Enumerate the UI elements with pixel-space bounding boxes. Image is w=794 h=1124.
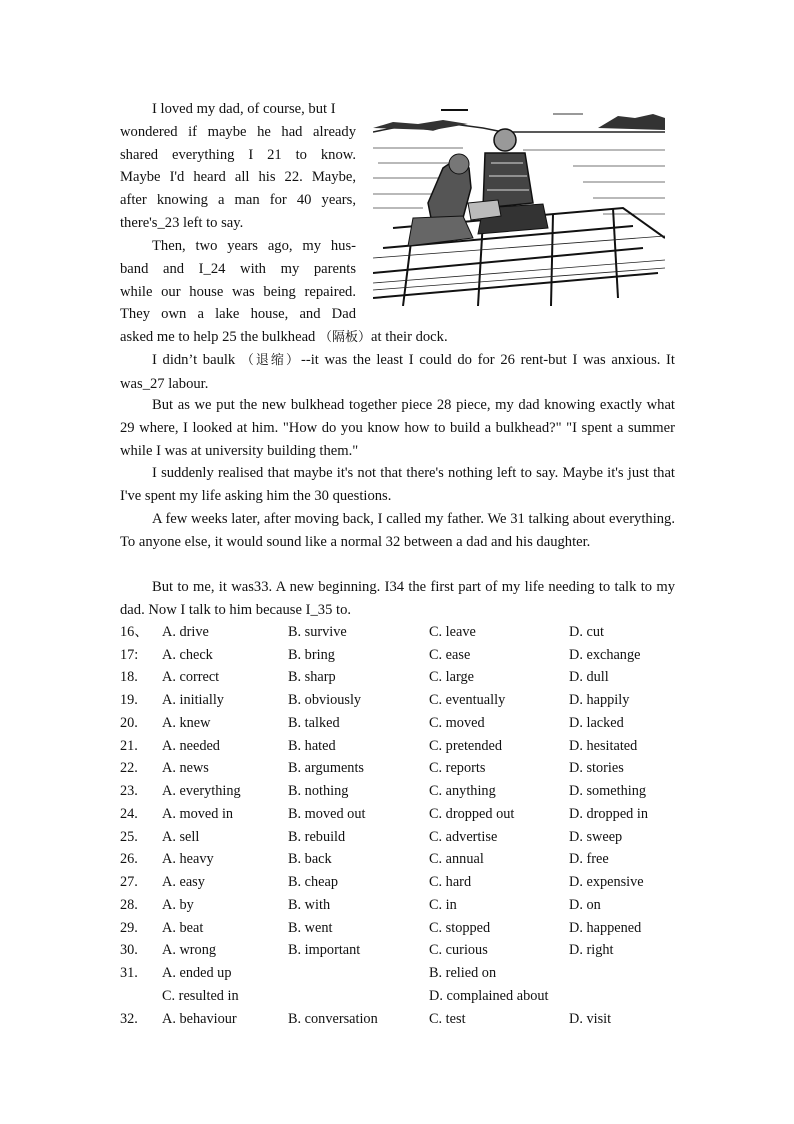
question-row	[120, 917, 680, 940]
p2-line-3: while our house was being repaired.	[120, 283, 356, 300]
p1-line-1: I loved my dad, of course, but I	[152, 101, 336, 117]
question-number: 16、	[120, 624, 149, 640]
p1-line-2: wondered if maybe he had already	[120, 123, 356, 140]
question-row	[120, 689, 680, 712]
option-b[interactable]: B. hated	[288, 738, 336, 754]
option-b[interactable]: B. went	[288, 920, 333, 936]
option-d[interactable]: D. right	[569, 942, 614, 958]
passage-paragraph-1	[120, 98, 356, 235]
p2-line-1: Then, two years ago, my hus-	[152, 238, 356, 254]
p2-line-2: band and I_24 with my parents	[120, 260, 356, 277]
option-b[interactable]: B. conversation	[288, 1011, 378, 1027]
illustration-dock-scene	[373, 108, 665, 306]
option-a[interactable]: A. behaviour	[162, 1011, 237, 1027]
option-d[interactable]: D. complained about	[429, 988, 549, 1004]
p3-before: I didn’t baulk	[152, 352, 236, 368]
question-number: 19.	[120, 692, 138, 708]
passage-paragraph-4: But as we put the new bulkhead together piece 28 piece, my dad knowing exactly what 29 where, I looked at him. "How do you know how to build a bulkhead?" "I spent a summer while I was at university building them."	[120, 397, 675, 459]
p1-line-5: after knowing a man for 40 years,	[120, 192, 356, 209]
option-a[interactable]: A. by	[162, 897, 194, 913]
option-b[interactable]: B. bring	[288, 647, 335, 663]
question-number: 20.	[120, 715, 138, 731]
option-b[interactable]: B. relied on	[429, 965, 497, 981]
option-c[interactable]: C. test	[429, 1011, 466, 1027]
question-row-32	[120, 1008, 680, 1031]
p1-line-4: Maybe I'd heard all his 22. Maybe,	[120, 169, 356, 186]
option-a[interactable]: A. sell	[162, 829, 200, 845]
option-c[interactable]: C. curious	[429, 942, 488, 958]
p3-cn: （退缩）	[240, 353, 301, 368]
option-c[interactable]: C. moved	[429, 715, 485, 731]
option-a[interactable]: A. knew	[162, 715, 211, 731]
option-a[interactable]: A. check	[162, 647, 213, 663]
option-a[interactable]: A. drive	[162, 624, 209, 640]
option-d[interactable]: D. happily	[569, 692, 630, 708]
option-b[interactable]: B. obviously	[288, 692, 362, 708]
question-number: 29.	[120, 920, 138, 936]
option-c[interactable]: C. in	[429, 897, 457, 913]
option-b[interactable]: B. with	[288, 897, 331, 913]
p3-after: --it was the least I could do for 26 rent-but I was anxious. It was_27 labour.	[120, 352, 675, 392]
option-b[interactable]: B. rebuild	[288, 829, 346, 845]
question-number: 17:	[120, 647, 139, 663]
question-number: 32.	[120, 1011, 138, 1027]
question-row	[120, 757, 680, 780]
question-row	[120, 666, 680, 689]
option-c[interactable]: C. dropped out	[429, 806, 515, 822]
option-c[interactable]: C. pretended	[429, 738, 503, 754]
question-row	[120, 780, 680, 803]
option-d[interactable]: D. lacked	[569, 715, 624, 731]
question-number: 25.	[120, 829, 138, 845]
question-number: 22.	[120, 760, 138, 776]
option-d[interactable]: D. hesitated	[569, 738, 638, 754]
question-number: 23.	[120, 783, 138, 799]
passage-paragraph-2	[120, 235, 356, 326]
option-a[interactable]: A. moved in	[162, 806, 234, 822]
option-c[interactable]: C. eventually	[429, 692, 506, 708]
option-a[interactable]: A. initially	[162, 692, 224, 708]
question-row	[120, 848, 680, 871]
question-row	[120, 621, 680, 644]
option-d[interactable]: D. something	[569, 783, 647, 799]
option-b[interactable]: B. important	[288, 942, 361, 958]
option-a[interactable]: A. correct	[162, 669, 220, 685]
option-b[interactable]: B. arguments	[288, 760, 364, 776]
question-row	[120, 644, 680, 667]
option-b[interactable]: B. talked	[288, 715, 340, 731]
question-number: 26.	[120, 851, 138, 867]
option-b[interactable]: B. cheap	[288, 874, 339, 890]
option-d[interactable]: D. exchange	[569, 647, 641, 663]
option-a[interactable]: A. news	[162, 760, 209, 776]
option-a[interactable]: A. everything	[162, 783, 241, 799]
passage-paragraph-5: I suddenly realised that maybe it's not that there's nothing left to say. Maybe it's just that I've spent my life asking him the 30 questions.	[120, 465, 675, 504]
option-d[interactable]: D. free	[569, 851, 609, 867]
option-a[interactable]: A. needed	[162, 738, 220, 754]
question-row	[120, 712, 680, 735]
option-c[interactable]: C. leave	[429, 624, 476, 640]
option-d[interactable]: D. stories	[569, 760, 624, 776]
option-c[interactable]: C. annual	[429, 851, 484, 867]
question-row	[120, 894, 680, 917]
option-b[interactable]: B. moved out	[288, 806, 366, 822]
option-c[interactable]: C. advertise	[429, 829, 498, 845]
option-b[interactable]: B. back	[288, 851, 332, 867]
passage-paragraph-6: A few weeks later, after moving back, I called my father. We 31 talking about everything. To anyone else, it would sound like a normal 32 between a dad and his daughter.	[120, 511, 675, 550]
passage-paragraph-7: But to me, it was33. A new beginning. I34 the first part of my life needing to talk to my dad. Now I talk to him because I_35 to.	[120, 579, 675, 618]
option-d[interactable]: D. dull	[569, 669, 609, 685]
question-row	[120, 871, 680, 894]
question-row	[120, 939, 680, 962]
question-number: 31.	[120, 965, 138, 981]
option-d[interactable]: D. cut	[569, 624, 604, 640]
option-c[interactable]: C. reports	[429, 760, 486, 776]
passage-paragraph-2-tail	[120, 326, 675, 350]
question-number: 30.	[120, 942, 138, 958]
option-d[interactable]: D. expensive	[569, 874, 644, 890]
p2-tail-before: asked me to help 25 the bulkhead	[120, 329, 316, 345]
question-row-31	[120, 962, 680, 985]
option-d[interactable]: D. dropped in	[569, 806, 649, 822]
option-d[interactable]: D. happened	[569, 920, 642, 936]
option-b[interactable]: B. sharp	[288, 669, 336, 685]
option-c[interactable]: C. large	[429, 669, 474, 685]
question-number: 21.	[120, 738, 138, 754]
option-c[interactable]: C. anything	[429, 783, 496, 799]
p2-tail-after: at their dock.	[371, 329, 448, 345]
option-c[interactable]: C. resulted in	[162, 988, 239, 1004]
option-c[interactable]: C. ease	[429, 647, 471, 663]
option-a[interactable]: A. heavy	[162, 851, 214, 867]
option-c[interactable]: C. hard	[429, 874, 472, 890]
p1-line-6: there's_23 left to say.	[120, 214, 244, 231]
option-d[interactable]: D. visit	[569, 1011, 612, 1027]
option-d[interactable]: D. on	[569, 897, 601, 913]
question-row-31-continued	[120, 985, 680, 1008]
passage-paragraph-3	[120, 349, 675, 396]
option-b[interactable]: B. nothing	[288, 783, 349, 799]
p2-tail-cn: （隔板）	[319, 330, 372, 345]
option-a[interactable]: A. easy	[162, 874, 205, 890]
question-number: 24.	[120, 806, 138, 822]
option-c[interactable]: C. stopped	[429, 920, 491, 936]
p1-line-3: shared everything I 21 to know.	[120, 146, 356, 163]
option-a[interactable]: A. ended up	[162, 965, 232, 981]
option-a[interactable]: A. wrong	[162, 942, 217, 958]
option-d[interactable]: D. sweep	[569, 829, 623, 845]
option-b[interactable]: B. survive	[288, 624, 347, 640]
question-row	[120, 826, 680, 849]
question-row	[120, 803, 680, 826]
question-number: 28.	[120, 897, 138, 913]
question-number: 27.	[120, 874, 138, 890]
option-a[interactable]: A. beat	[162, 920, 204, 936]
question-row	[120, 735, 680, 758]
question-number: 18.	[120, 669, 138, 685]
p2-line-4: They own a lake house, and Dad	[120, 306, 356, 323]
